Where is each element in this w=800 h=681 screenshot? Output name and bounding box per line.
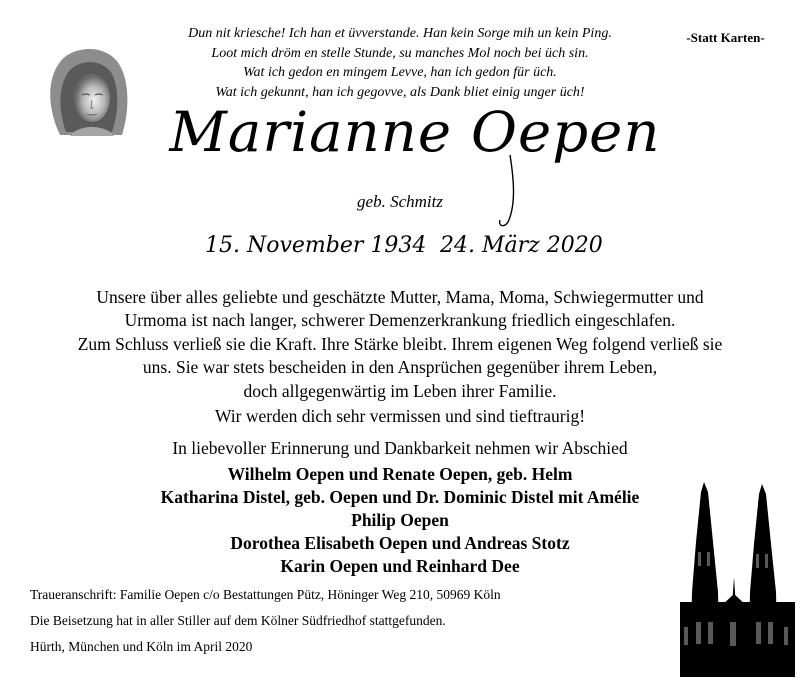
farewell-line [0,437,800,460]
message-line: Zum Schluss verließ sie die Kraft. Ihre Stärke bleibt. Ihrem eigenen Weg folgend verließ sie [77,333,723,354]
miss-text: Wir werden dich sehr vermissen und sind tieftraurig! [214,406,586,426]
poem-line: Wat ich gekunnt, han ich gegovve, als Dank bliet einig unger üch! [215,84,585,100]
mourning-address: Traueranschrift: Familie Oepen c/o Bestattungen Pütz, Höninger Weg 210, 50969 Köln [30,587,501,602]
birth-name: geb. Schmitz [357,192,443,211]
message-line: uns. Sie war stets bescheiden in den Ansprüchen gegenüber ihrem Leben, [142,357,658,378]
poem-line: Loot mich dröm en stelle Stunde, su manches Mol noch bei üch sin. [211,45,589,61]
poem-line: Wat ich gedon en mingem Levve, han ich gedon für üch. [243,65,557,80]
name-flourish [480,150,540,230]
place-date: Hürth, München und Köln im April 2020 [30,639,253,654]
message-line: Unsere über alles geliebte und geschätzte Mutter, Mama, Moma, Schwiegermutter und [96,287,704,307]
message-line: Urmoma ist nach langer, schwerer Demenzerkrankung friedlich eingeschlafen. [124,310,676,331]
madonna-image [30,40,140,140]
statt-karten-note: -Statt Karten- [686,30,765,45]
message-paragraph [0,286,800,403]
mourner-line: Dorothea Elisabeth Oepen und Andreas Stotz [230,533,570,553]
farewell-text: In liebevoller Erinnerung und Dankbarkeit nehmen wir Abschied [172,438,628,458]
mourner-line: Wilhelm Oepen und Renate Oepen, geb. Helm [227,464,573,484]
poem [150,24,650,102]
deceased-name: Marianne Oepen [169,100,661,164]
mourner-line: Philip Oepen [351,510,449,530]
mourner-line: Karin Oepen und Reinhard Dee [280,556,520,576]
birth-date: 15. November 1934 [205,233,427,258]
burial-note: Die Beisetzung hat in aller Stiller auf dem Kölner Südfriedhof stattgefunden. [30,613,446,628]
cathedral-image [680,482,795,677]
mourner-line: Katharina Distel, geb. Oepen und Dr. Dominic Distel mit Amélie [160,487,640,507]
miss-line [0,405,800,428]
poem-line: Dun nit kriesche! Ich han et üvverstande. Han kein Sorge mih un kein Ping. [188,26,612,41]
message-line: doch allgegenwärtig im Leben ihrer Familie. [243,380,557,401]
death-date: 24. März 2020 [440,233,603,258]
